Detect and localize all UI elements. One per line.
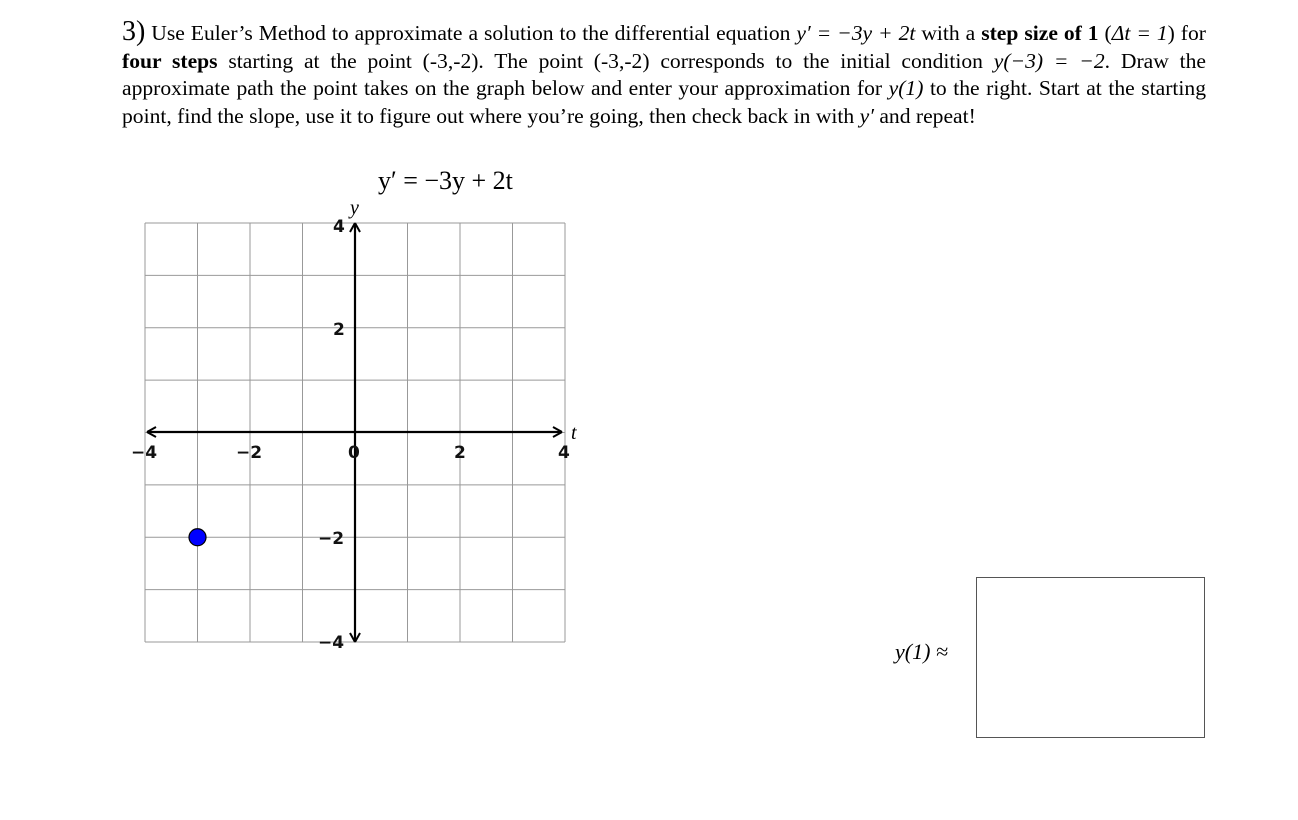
- inline-equation: y′ = −3y + 2t: [796, 21, 916, 45]
- tick-t-4: 4: [558, 443, 570, 463]
- y-axis-label: y: [350, 197, 359, 219]
- answer-label: y(1) ≈: [895, 639, 948, 664]
- four-steps-text: four steps: [122, 48, 218, 73]
- tick-t-neg4: −4: [131, 443, 158, 463]
- problem-statement: 3) Use Euler’s Method to approximate a solution to the differential equation y′ = −3y + 2t with a step size of 1 (Δt = 1) for four steps starting at the point (-3,-2). The point (-3,-2) corresponds to the initial condition y(−3) = −2. Draw the approximate path the point takes on the graph below and enter your approximation for y(1) to the right. Start at the starting point, find the slope, use it to figure out where you’re going, then check back in with y′ and repeat!: [122, 16, 1207, 128]
- tick-y-2: 2: [333, 320, 345, 340]
- answer-input[interactable]: [976, 577, 1205, 738]
- step-size-text: step size of 1: [981, 21, 1099, 45]
- tick-y-4: 4: [333, 217, 345, 237]
- y1-inline: y(1): [888, 76, 924, 101]
- tick-t-0: 0: [348, 443, 360, 463]
- yprime-inline: y′: [859, 103, 874, 128]
- graph-title: y′ = −3y + 2t: [378, 166, 513, 195]
- initial-condition: y(−3) = −2: [993, 48, 1105, 73]
- tick-t-neg2: −2: [236, 443, 263, 463]
- tick-y-neg4: −4: [318, 633, 345, 653]
- problem-number: 3): [122, 16, 146, 47]
- start-point[interactable]: [189, 529, 206, 546]
- euler-graph[interactable]: [120, 190, 600, 660]
- tick-t-2: 2: [454, 443, 466, 463]
- delta-t: Δt = 1: [1111, 21, 1168, 45]
- tick-y-neg2: −2: [318, 529, 345, 549]
- t-axis-label: t: [571, 422, 577, 444]
